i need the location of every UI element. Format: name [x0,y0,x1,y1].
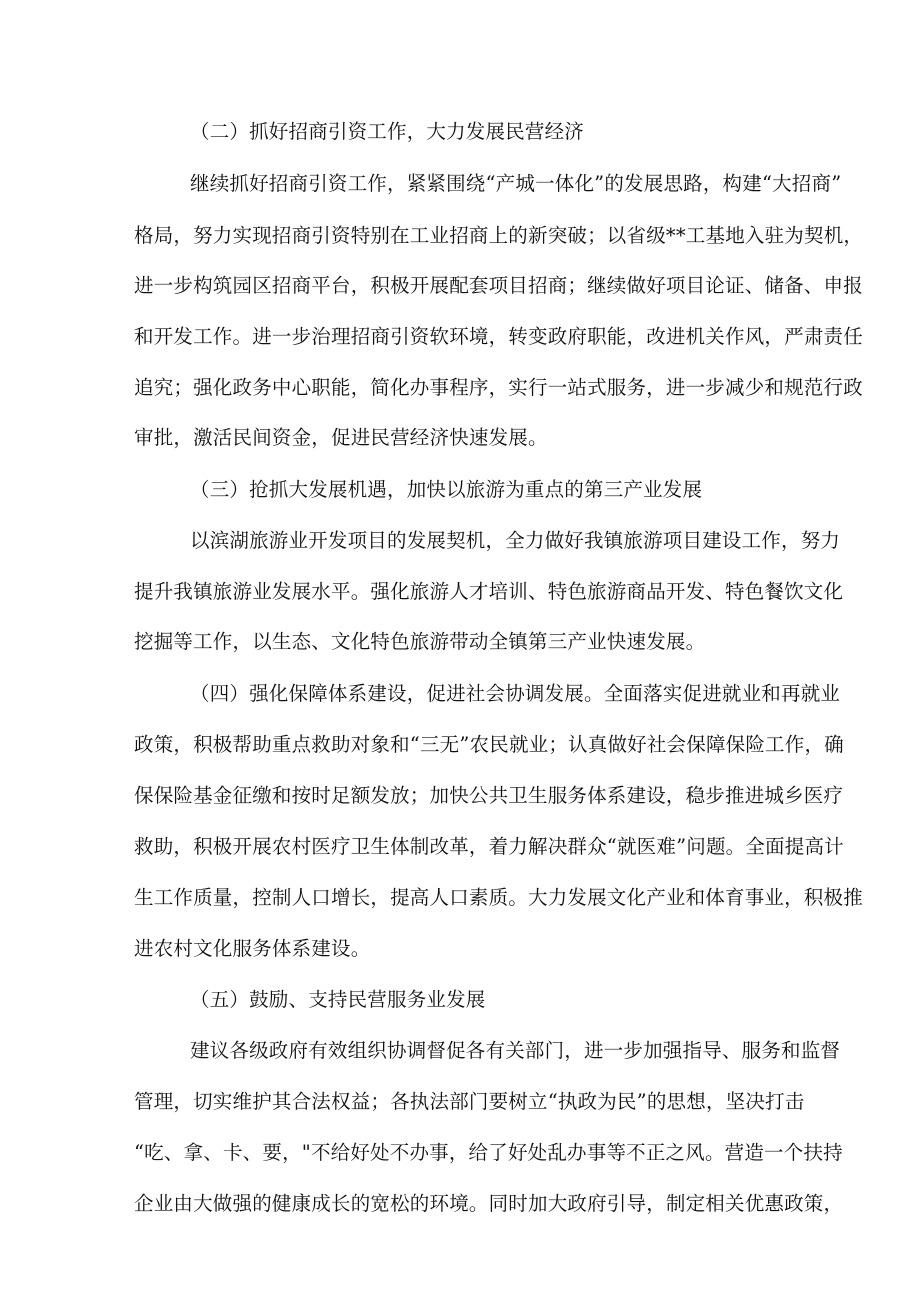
paragraph-line: 管理，切实维护其合法权益；各执法部门要树立“执政为民”的思想，坚决打击 [134,1090,805,1113]
paragraph-line: 挖掘等工作，以生态、文化特色旅游带动全镇第三产业快速发展。 [134,630,706,653]
paragraph-line: 以滨湖旅游业开发项目的发展契机，全力做好我镇旅游项目建设工作，努力 [190,529,841,552]
paragraph-line: 审批，激活民间资金，促进民营经济快速发展。 [134,426,548,449]
paragraph-line: 继续抓好招商引资工作，紧紧围绕“产城一体化”的发展思路，构建“大招商” [190,172,842,195]
paragraph-line: 进一步构筑园区招商平台，积极开展配套项目招商；继续做好项目论证、储备、申报 [134,274,863,297]
paragraph-line: “吃、拿、卡、要，"不给好处不办事，给了好处乱办事等不正之风。营造一个扶持 [134,1141,843,1164]
paragraph-line: 救助，积极开展农村医疗卫生体制改革，着力解决群众“就医难”问题。全面提高计 [134,835,844,858]
paragraph-line: 保保险基金征缴和按时足额发放；加快公共卫生服务体系建设，稳步推进城乡医疗 [134,784,844,807]
paragraph-line: 追究；强化政务中心职能，简化办事程序，实行一站式服务，进一步减少和规范行政 [134,376,863,399]
paragraph-line: 政策，积极帮助重点救助对象和“三无”农民就业；认真做好社会保障保险工作，确 [134,733,844,756]
section-heading-5: （五）鼓励、支持民营服务业发展 [190,988,486,1011]
paragraph-line: 提升我镇旅游业发展水平。强化旅游人才培训、特色旅游商品开发、特色餐饮文化 [134,580,844,603]
paragraph-line: 建议各级政府有效组织协调督促各有关部门，进一步加强指导、服务和监督 [190,1039,841,1062]
paragraph-line: 进农村文化服务体系建设。 [134,937,371,960]
paragraph-line: 企业由大做强的健康成长的宽松的环境。同时加大政府引导，制定相关优惠政策， [134,1192,844,1215]
paragraph-line: 生工作质量，控制人口增长，提高人口素质。大力发展文化产业和体育事业，积极推 [134,886,863,909]
paragraph-line: （四）强化保障体系建设，促进社会协调发展。全面落实促进就业和再就业 [190,682,841,705]
paragraph-line: 格局，努力实现招商引资特别在工业招商上的新突破；以省级**工基地入驻为契机， [134,224,864,247]
paragraph-line: 和开发工作。进一步治理招商引资软环境，转变政府职能，改进机关作风，严肃责任 [134,325,863,348]
section-heading-3: （三）抢抓大发展机遇，加快以旅游为重点的第三产业发展 [190,478,703,501]
section-heading-2: （二）抓好招商引资工作，大力发展民营经济 [190,120,585,143]
